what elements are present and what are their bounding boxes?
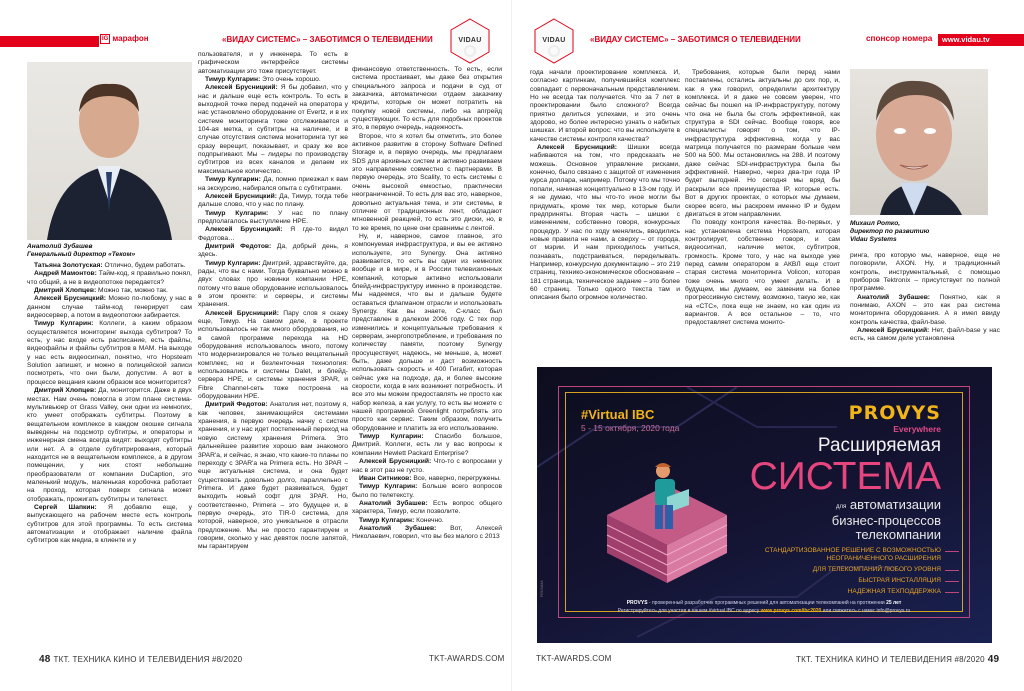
ad-feature-1 — [765, 547, 941, 563]
speaker-name: Андрей Мамонтов: — [34, 270, 97, 278]
paragraph — [352, 500, 502, 517]
ad-footer-text: - проверенный разработчик программных решений для автоматизации телекомпаний на протяжении — [647, 600, 887, 606]
paragraph-text: Я добавлю еще, у выпускающего на рабочем месте есть контроль субтитров для этой программы. То есть система автоматизации и отображает наличие файла субтитров как медиа, в клиенте и у — [27, 503, 192, 545]
paragraph — [27, 387, 192, 504]
paragraph-text: Дмитрий, здравствуйте, да, рады, что вы с нами. Тогда буквально можно в двух словах про новинки компании HPE, потому что ваше оборудование использовалось в этом проекте: и серверы, и системы хранения. — [198, 259, 348, 309]
ad-feature-4: НАДЕЖНАЯ ТЕХПОДДЕРЖКА — [847, 588, 941, 595]
paragraph — [198, 51, 348, 76]
speaker-name: Дмитрий Хлопцев: — [34, 387, 97, 395]
paragraph — [352, 66, 502, 133]
portrait-photo-zubashev — [27, 62, 192, 240]
paragraph — [198, 401, 348, 551]
paragraph-text: Вот, Алексей Николаевич, говорил, что вы без малого с 2013 — [352, 524, 502, 541]
speaker-name: Алексей Брусницкий: — [359, 458, 432, 466]
speaker-name: Тимур Кулгарин: — [205, 259, 261, 267]
vidau-logo-text: VIDAU — [458, 37, 482, 44]
paragraph-text: Пару слов я скажу еще, Тимур. На самом деле, в проекте использовалось не так много оборудования, но в самой программе перехода на HD оборудования использовалось много, потому что модернизировался не только вещательный комплекс, но и безленточная технология: использовались и системы Dalet, и блейд-сервера HPE, и системы хранения 3PAR, и Fibre Channel-сеть тоже построена на оборудовании HPE. — [198, 309, 348, 401]
paragraph-text: Ну, и, наверное, самое главное, это компонуемая инфраструктура, и вы ее активно используете, это Synergy. Она активно развивается, то есть вы одни из немногих вообще и в мире, и в России телевизионных компаний, которые активно использовали блейд-инфраструктуру именно в производстве. Мы надеемся, что вы и дальше будете оставаться флагманом отрасли и использовать Synergy. Как вы знаете, С-класс был представлен в далеком 2006 году. С тех пор изменились и концептуальные требования к серверам, энергопотребление, и требования по количеству памяти, поэтому Synergy просуществует, надеюсь, не меньше, а, может быть, даже дольше и даст возможность использовать скорость и 400 Гигабит, которая сейчас уже на подходе, да, и более высокие скорости, когда в них возникнет потребность. И все это мы можем предоставлять не просто как набор железа, а как услугу, то есть вы можете с нашей программой Greenlight потреблять это просто как сервис. Таким образом, получить оборудование и платить за его использование. — [352, 232, 502, 432]
paragraph — [198, 260, 348, 310]
text-column-1 — [27, 262, 192, 546]
speaker-name: Алексей Брусницкий: — [205, 309, 279, 317]
caption-company: Vidau Systems — [850, 236, 897, 244]
paragraph — [352, 233, 502, 433]
paragraph — [530, 69, 680, 144]
paragraph-text: Анатолия нет, поэтому я, как человек, занимающийся системами хранения, в первую очередь начну с систем хранения, и у нас идет постепенный переход на новую систему хранения Primera. Это дальнейшее развитие хорошо вам знакомого 3PAR'а, и сейчас, я знаю, что какие-то планы по переходу с 3PAR'а на Primera есть. Но 3PAR – еще актуальная система, и она будет существовать довольно долго, параллельно с Primera. И даже будет развиваться, будет выходить новый софт для 3PAR. Но, соответственно, Primera – это будущее и, в первую очередь, это TIR-0 система, для которой, наверное, это уникальное в отрасли предложение. Мы не просто гарантируем и говорим, сколько у нас девяток после запятой, мы гарантируем — [198, 401, 349, 551]
ad-dates: 5 - 15 октября, 2020 года — [581, 423, 680, 433]
speaker-name: Алексей Брусницкий: — [537, 144, 618, 152]
footer-left — [36, 654, 242, 665]
paragraph — [198, 310, 348, 402]
sponsor-label: спонсор номера — [866, 34, 933, 43]
paragraph — [685, 69, 840, 219]
ad-headline-3 — [832, 498, 941, 542]
paragraph-text: Есть вопрос общего характера, Тимур, если позволите. — [352, 499, 502, 516]
speaker-name: Татьяна Золотуская: — [34, 262, 103, 269]
paragraph — [352, 458, 502, 475]
ad-feature-3: БЫСТРАЯ ИНСТАЛЛЯЦИЯ — [858, 577, 941, 584]
magazine-name: ТКТ. ТЕХНИКА КИНО И ТЕЛЕВИДЕНИЯ #8/2020 — [796, 655, 985, 664]
paragraph-text: Понятно, как я понимаю, AXON – это как раз система мониторинга оборудования. А я имел ввиду контроль качества, файл-base. — [850, 293, 1000, 326]
paragraph — [352, 483, 502, 500]
paragraph-text: Что-то с вопросами у нас в этот раз не густо. — [352, 458, 502, 474]
paragraph — [198, 210, 348, 227]
caption-name: Анатолий Зубашев — [27, 243, 93, 250]
ad-headline-prefix: для — [835, 504, 847, 510]
ad-footer-text: Регистрируйтесь для участия в нашем #virtual IBC по адресу — [617, 608, 761, 614]
ad-footer-line-2 — [565, 608, 963, 615]
ig-badge: IG — [102, 36, 109, 42]
ad-footer-contact: или свяжитесь с нами: info@provys.ru — [821, 608, 911, 614]
ad-feature-line: СТАНДАРТИЗОВАННОЕ РЕШЕНИЕ С ВОЗМОЖНОСТЬЮ — [764, 547, 941, 554]
rubric-red-bar — [0, 36, 99, 47]
paragraph-text: Коллеги, а каким образом осуществляется мониторинг выхода субтитров? То есть, у нас входе есть расписание, есть файлы, видеофайлы и файлы субтитров в МАМ. На выходе у нас есть видеосигнал, понятно, что Hopsteam Solution запишет, и можно в полицейской записи посмотреть, что они были, допустим. А вот в процессе вещания каким образом все мониторится? — [27, 320, 192, 386]
ad-headline-5: телекомпании — [855, 527, 941, 542]
paragraph — [850, 252, 1000, 294]
photo-caption-right — [850, 220, 929, 245]
page-number: 48 — [39, 654, 51, 665]
portrait-photo-rotko — [850, 69, 988, 215]
footer-right — [796, 654, 1002, 665]
paragraph-text: ринга, про которую мы, наверное, еще не поговорили, AXON. Ну, и традиционный контроль, инструментальный, с помощью приборов Tektronix – присутствует по полной программе. — [850, 252, 1000, 293]
text-column-2 — [198, 51, 348, 552]
site-link-right[interactable]: TKT-AWARDS.COM — [536, 654, 612, 663]
speaker-name: Анатолий Зубашев: — [359, 524, 437, 532]
ad-brand-logo: PROVYS — [848, 402, 941, 424]
caption-title: директор по развитию — [850, 228, 930, 236]
paragraph — [27, 320, 192, 387]
speaker-name: Тимур Кулгарин: — [359, 516, 415, 524]
ad-headline-2: СИСТЕМА — [749, 455, 941, 498]
speaker-name: Алексей Брусницкий: — [34, 295, 107, 303]
speaker-name: Дмитрий Хлопцев: — [34, 287, 97, 295]
speaker-name: Анатолий Зубашев: — [857, 293, 931, 301]
speaker-name: Тимур Кулгарин: — [34, 320, 94, 328]
ad-feature-line: НЕОГРАНИЧЕННОГО РАСШИРЕНИЯ — [826, 555, 941, 562]
speaker-name: Алексей Брусницкий: — [857, 327, 930, 335]
speaker-name: Тимур Кулгарин: — [359, 483, 418, 491]
speaker-name: Анатолий Зубашев: — [359, 499, 428, 507]
speaker-name: Дмитрий Федотов: — [205, 401, 268, 409]
paragraph — [850, 294, 1000, 327]
paragraph — [685, 219, 840, 327]
ad-hashtag: #Virtual IBC — [581, 407, 655, 422]
caption-name: Михаил Ротко, — [850, 220, 901, 227]
article-title-right: «ВИДАУ СИСТЕМС» – ЗАБОТИМСЯ О ТЕЛЕВИДЕНИИ — [590, 35, 801, 44]
vidau-logo-text: VIDAU — [542, 37, 566, 44]
page-number: 49 — [987, 654, 1000, 665]
article-title-left: «ВИДАУ СИСТЕМС» – ЗАБОТИМСЯ О ТЕЛЕВИДЕНИИ — [222, 35, 433, 44]
paragraph-text: Все, наверно, перегружены. — [411, 474, 501, 482]
paragraph — [198, 226, 348, 243]
ad-footer-brand: PROVYS — [626, 600, 648, 606]
paragraph — [198, 176, 348, 193]
paragraph — [530, 144, 680, 303]
paragraph-text: Я бы добавил, что у нас и дальше еще есть контроль. То есть в выходной точке перед подачей на оператора у нас установлено оборудование от Evertz, и в их системе мониторинга тоже отслеживается и 104-ая метка, и субтитры на наличие, и в случае отсутствия система мониторинга тут же сразу верещит, показывает, и сразу же все подпрыгивают. Мы – лидеры по производству субтитров из всех каналов и делаем их максимальное количество. — [198, 84, 348, 175]
paragraph-text: Нет, файл-base у нас есть, на самом деле установлена — [850, 327, 1000, 343]
vidau-logo-right — [534, 18, 574, 64]
text-column-5 — [685, 69, 840, 328]
paragraph — [27, 270, 192, 287]
paragraph-text: Да, Тимур, тогда тебе дальше слово, что у нас по плану. — [198, 192, 349, 209]
paragraph-text: Больше всего вопросов было по телетексту. — [352, 483, 502, 499]
speaker-name: Дмитрий Федотов: — [205, 242, 272, 250]
rubric-label — [100, 34, 149, 44]
magazine-name: ТКТ. ТЕХНИКА КИНО И ТЕЛЕВИДЕНИЯ #8/2020 — [53, 655, 243, 664]
speaker-name: Алексей Брусницкий: — [205, 226, 283, 234]
paragraph — [198, 193, 348, 210]
paragraph-text: Конечно. — [414, 516, 444, 524]
ad-side-label: РЕКЛАМА — [540, 580, 544, 597]
paragraph-text: Я где-то видел Федотова… — [198, 226, 349, 242]
speaker-name: Тимур Кулгарин: — [205, 176, 261, 184]
speaker-name: Сергей Шапкин: — [34, 503, 97, 511]
photo-caption-left — [27, 243, 135, 259]
paragraph — [352, 525, 502, 542]
ad-footer-line-1 — [565, 600, 963, 607]
paragraph — [352, 133, 502, 233]
speaker-name: Иван Ситников: — [359, 474, 412, 482]
ad-brand-tagline: Everywhere — [893, 424, 941, 434]
paragraph — [198, 243, 348, 260]
server-stack-illustration — [597, 455, 737, 585]
paragraph-text: Да, помню приезжал к вам на экскурсию, набирался опыта с субтитрами. — [198, 176, 348, 192]
paragraph — [352, 433, 502, 458]
text-column-4 — [530, 69, 680, 303]
speaker-name: Тимур Кулгарин: — [205, 76, 261, 84]
ad-footer-years: 25 лет — [886, 600, 902, 606]
paragraph-text: пользователя, и у инженера. То есть в графическом интерфейсе системы автоматизации это тоже присутствует. — [198, 51, 348, 75]
paragraph — [352, 517, 502, 525]
paragraph-text: Шишки всегда набиваются на том, что предсказать не можешь. Основное управление рисками, конечно, было связано с защитой от изменения курса доллара, например. Потому что мы точно попали, начиная концептуально в 13-ом году. И я не думаю, что мы что-то иное могли бы придумать, кроме тех мер, которые были предприняты. Вторая часть – шишки с изменением, собственно говоря, конкурсных процедур. У нас по ходу менялись, вводились новые правила не нами, а сверху – от города, от мэрии. И нам приходилось учиться, познавать, подстраиваться, переделывать. Например, конкурсную документацию – это 219 страниц, технико-экономическое обоснование – 181 страница, техническое задание – это более 60 страниц. Только одного текста там и описания было огромное количество. — [530, 144, 680, 302]
sponsor-url[interactable]: www.vidau.tv — [938, 34, 1024, 46]
paragraph-text: Можно так, можно так. — [96, 287, 168, 295]
ad-feature-2: ДЛЯ ТЕЛЕКОМПАНИЙ ЛЮБОГО УРОВНЯ — [812, 566, 941, 573]
ad-headline-4: бизнес-процессов — [831, 513, 941, 528]
paragraph-text: Отлично, будем работать. — [102, 262, 186, 269]
site-link-left[interactable]: TKT-AWARDS.COM — [429, 654, 505, 663]
vidau-logo-left — [450, 18, 490, 64]
paragraph-text: года начали проектирование комплекса. И, согласно картинкам, получившийся комплекс совпадает с первоначальным представлением. Но не всегда так получается. Что за 7 лет в проектировании было сложного? Всегда приятно делиться успехами, и это очень здорово, но более интересно узнать о набитых шишках. И второй вопрос: что вы используете в качестве системы контроля качества? — [530, 69, 680, 143]
paragraph-text: Второе, что я хотел бы отметить, это более активное развитие в сторону Software Defined Storage и, в первую очередь, мы предлагаем SDS для архивных систем и активно развиваем это направление совместно с партнерами. В первую очередь, это Scality, то есть системы с очень высокой емкостью, практически неограниченной. То есть для вас это, наверное, довольно актуальная тема, и эти системы, в отличие от традиционных лент, обладают мгновенной реакцией, то есть это диски, но, в то же время, по цене они сравнимы с лентой. — [352, 132, 502, 232]
paragraph-text: Да, мониторится. Даже в двух местах. Нам очень помогла в этом плане система-мультивьюер от Grass Valley, они одни из немногих, кто умеет отображать субтитры. Поэтому в вещательном комплексе в каждом окошке сигнала выведены на подсмотр субтитры, и операторы и инженерная смена всегда видят: выходят субтитры или нет. А в отделе субтитрирования, который находится не в вещательном комплексе, а в другом помещении, у них стоят небольшие преобразователи от компании DuCaption, это маленький модуль, маленькая коробочка работает на проход, которая поверх сигнала может отображать, прожигать субтитры и телетекст. — [27, 387, 192, 503]
paragraph-text: Это очень хорошо. — [260, 76, 321, 84]
text-column-6 — [850, 252, 1000, 344]
speaker-name: Алексей Брусницкий: — [205, 84, 278, 92]
paragraph — [850, 327, 1000, 344]
ad-headline-3-text: автоматизации — [849, 497, 941, 512]
speaker-name: Тимур Кулгарин: — [205, 209, 269, 217]
paragraph-text: Можно по-любому, у нас в данном случае тайм-код генерирует сам видеосервер, а потом в видеопотоки забирается. — [27, 295, 192, 320]
paragraph-text: Да, добрый день, я здесь. — [198, 242, 348, 259]
paragraph-text: По поводу контроля качества. Во-первых, у нас установлена система Hopsteam, которая контролирует, собственно говоря, и сам видеосигнал, наличие меток, субтитров, громкость. Кроме того, у нас на выходе уже перед самим оператором в АКВЛ еще стоит старая система мониторинга Volicon, которая тоже очень много что умеет делать. И в будущем, мы думаем, ее заменим на более прогрессивную систему, возможно, такую же, как на «СТС», пока еще не знаем, но как один из вариантов. А все остальное – то, что предоставляет система монито- — [685, 219, 840, 327]
paragraph-text: Требования, которые были перед нами поставлены, остались актуальны до сих пор, и, как я уже говорил, определили архитектуру комплекса. И я даже не совсем уверен, что сейчас бы пошел на IP-инфраструктуру, потому что она не была бы столь эффективной, как структура в SDI сейчас. Вообще говоря, все специалисты говорят о том, что IP-инфраструктура эффективна, когда у вас матрица получается по размерам больше чем 500 на 500. Мы остановились на 288. И поэтому даже сейчас SDI-инфраструктура была бы эффективней. Наверно, через два-три года IP будет выгодней. Но сегодня мы вряд бы раскрыли все преимущества IP, которые есть. Вот в других проектах, о которых мы думаем, скорее всего, мы раскроем именно IP и будем двигаться в этом направлении. — [685, 69, 840, 218]
paragraph-text: Тайм-код, я правильно понял, что общий, а не в видеопотоке передается? — [27, 270, 193, 286]
paragraph — [352, 475, 502, 483]
paragraph-text: Спасибо большое, Дмитрий. Коллеги, есть ли у вас вопросы к компании Hewlett Packard Enterprise? — [352, 433, 502, 457]
paragraph — [198, 84, 348, 176]
rubric-text: марафон — [112, 34, 149, 43]
caption-title: Генеральный директор «Теком» — [27, 251, 136, 259]
text-column-3 — [352, 66, 502, 542]
paragraph — [27, 295, 192, 320]
paragraph-text: финансовую ответственность. То есть, если система простаивает, мы даже без открытия специального запроса и подачи в суд от заказчика, автоматически отдаем заказчику кредиты, которые он может потратить на покупку новой системы, либо на апгрейд существующих. То есть для подобных проектов это, в первую очередь, надежность. — [352, 66, 502, 132]
provys-advertisement[interactable] — [537, 367, 992, 643]
speaker-name: Тимур Кулгарин: — [359, 433, 424, 441]
speaker-name: Алексей Брусницкий: — [205, 192, 277, 200]
paragraph-text: У нас по плану предполагалось выступление HPE. — [198, 209, 348, 225]
ad-footer-url[interactable]: www.provys.com/ibc2020 — [760, 608, 822, 614]
ad-headline-1: Расширяемая — [817, 435, 941, 456]
paragraph — [27, 504, 192, 546]
